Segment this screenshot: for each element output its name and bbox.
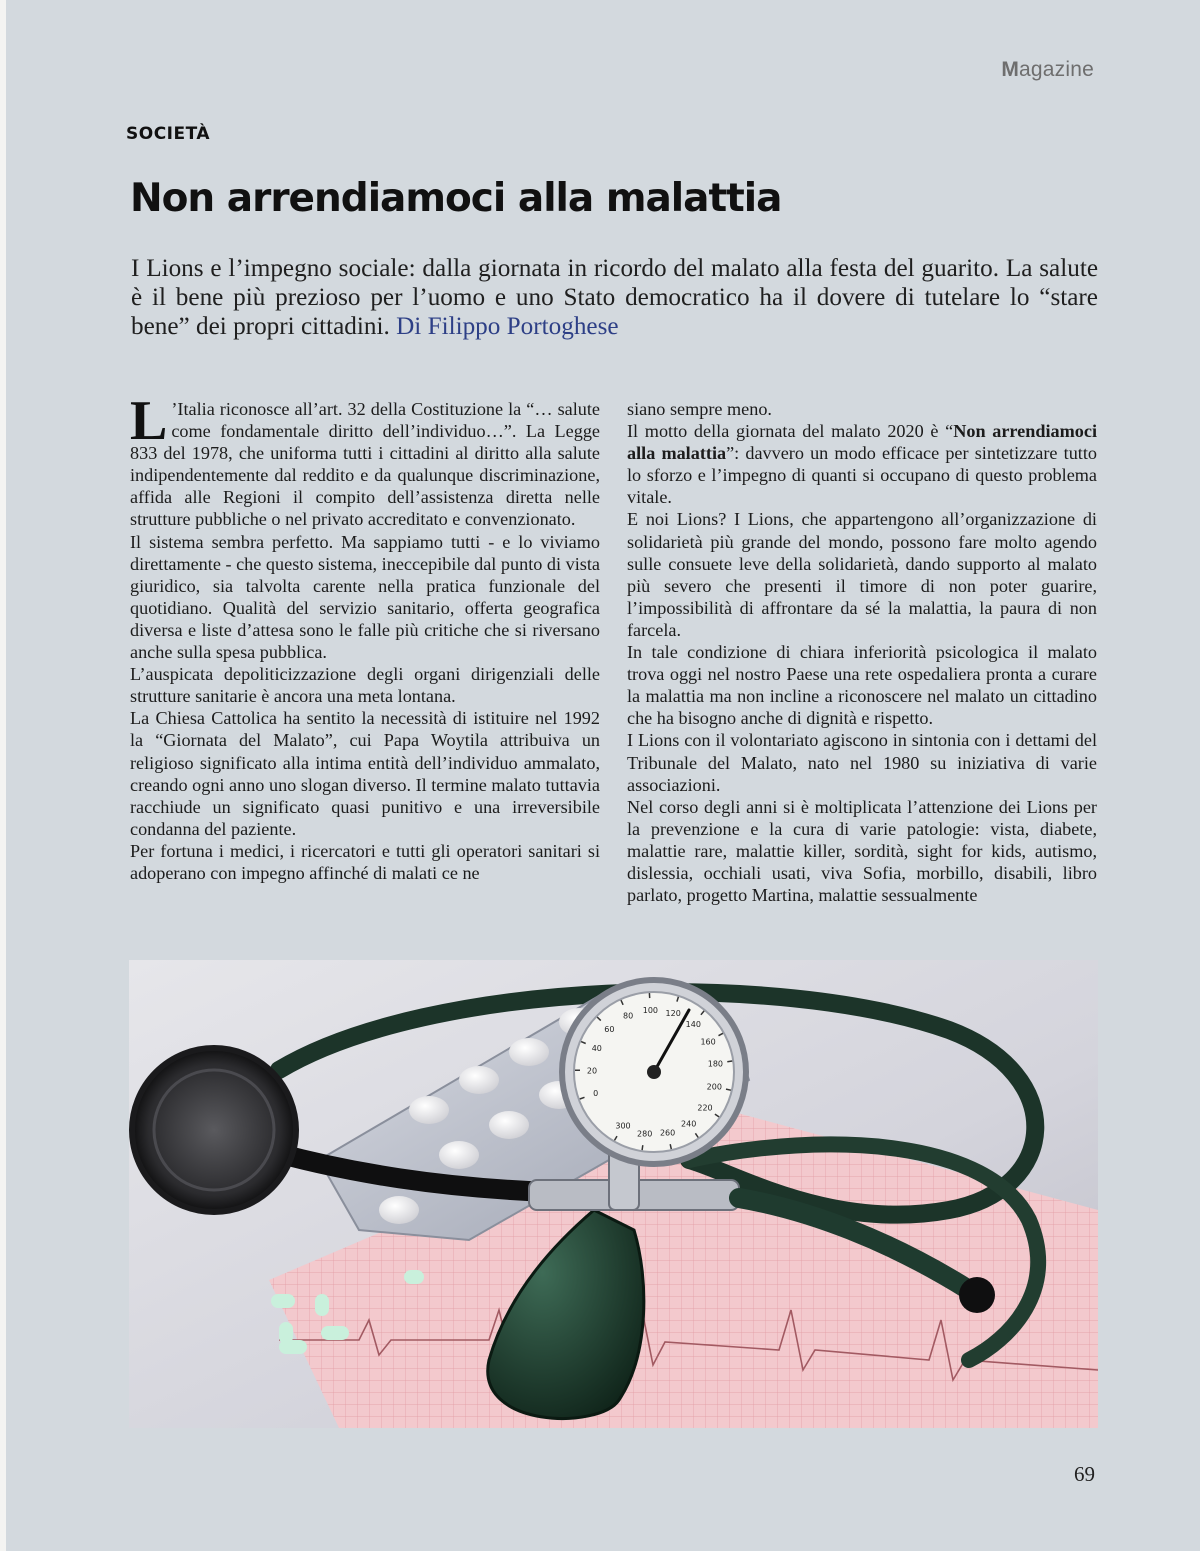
gauge-tick-label: 240 <box>681 1119 697 1129</box>
gauge-tick-label: 60 <box>604 1024 615 1034</box>
magazine-header-initial: M <box>1001 58 1020 81</box>
paragraph-1-text: ’Italia riconosce all’art. 32 della Costituzione la “… salute come fondamentale diritto dell’individuo…”. La Legge 833 del 1978, che uniforma tutti i cittadini al diritto alla salute indipendentemente dal reddito e da qualunque discriminazione, affida alle Regioni il compito dell’assistenza diretta nelle strutture pubbliche o nel privato accreditato e convenzionato. <box>130 399 600 530</box>
paragraph-1 <box>130 390 600 531</box>
column-right <box>627 398 1097 906</box>
gauge-tick-mark <box>727 1061 732 1062</box>
gauge-tick-label: 80 <box>623 1011 634 1021</box>
gauge-tick-label: 0 <box>593 1089 599 1099</box>
pill <box>409 1096 449 1124</box>
pill <box>439 1141 479 1169</box>
pill <box>489 1111 529 1139</box>
section-label: SOCIETÀ <box>126 124 211 144</box>
article-title: Non arrendiamoci alla malattia <box>130 176 782 221</box>
paragraph-2: Il sistema sembra perfetto. Ma sappiamo tutti - e lo viviamo direttamente - che questo sistema, ineccepibile dal punto di vista giuridico, sia talvolta carente nella pratica funzionale del quotidiano. Qualità del servizio sanitario, offerta geografica diversa e liste d’attesa sono le falle più critiche che si riversano anche sulla spesa pubblica. <box>130 531 600 663</box>
motto: Non arrendiamoci alla malattia <box>627 421 1097 464</box>
pill <box>459 1066 499 1094</box>
gauge-tick-label: 20 <box>586 1066 598 1076</box>
loose-pill <box>404 1270 424 1284</box>
column-left <box>130 390 600 884</box>
tubing-end <box>959 1277 995 1313</box>
page-edge <box>0 0 6 1551</box>
paragraph-7-end: ”: davvero un modo efficace per sintetizzare tutto lo sforzo e l’impegno di quanti si occupano di questo problema vitale. <box>627 443 1097 508</box>
gauge-tick-label: 120 <box>665 1009 681 1018</box>
gauge-tick-label: 280 <box>637 1129 653 1139</box>
gauge-tick-label: 180 <box>707 1059 724 1069</box>
gauge-tick-label: 220 <box>697 1103 713 1113</box>
paragraph-11: Nel corso degli anni si è moltiplicata l’attenzione dei Lions per la prevenzione e la cura di varie patologie: vista, diabete, malattie rare, malattie killer, sordità, sight for kids, autismo, dislessia, occhiali usati, viva Sofia, morbillo, disabili, libro parlato, progetto Martina, malattie sessualmente <box>627 796 1097 906</box>
paragraph-8: E noi Lions? I Lions, che appartengono all’organizzazione di solidarietà più grande del mondo, possono fare molto agendo sulle consuete leve della solidarietà, dando supporto al malato più severo che presenti il timore di non poter guarire, l’impossibilità di affrontare da sé la malattia, la paura di non farcela. <box>627 509 1097 640</box>
gauge-tick-label: 300 <box>615 1121 631 1131</box>
pill <box>379 1196 419 1224</box>
drop-cap: L <box>130 390 168 452</box>
paragraph-4: La Chiesa Cattolica ha sentito la necessità di istituire nel 1992 la “Giornata del Malato”, cui Papa Woytila attribuiva un religioso significato alla intima entità dell’individuo ammalato, creando ogni anno uno slogan diverso. Il termine malato tuttavia racchiude un significato quasi punitivo e una irreversibile condanna del paziente. <box>130 708 600 839</box>
stethoscope-chestpiece <box>132 1048 296 1212</box>
magazine-header <box>1001 58 1094 82</box>
stethoscope-sphygmomanometer-photo <box>129 960 1098 1428</box>
paragraph-10: I Lions con il volontariato agiscono in sintonia con i dettami del Tribunale del Malato, nato nel 1980 su iniziativa di varie associazioni. <box>627 730 1097 795</box>
paragraph-7-start: Il motto della giornata del malato 2020 è “ <box>627 421 954 442</box>
page-number: 69 <box>1074 1462 1095 1486</box>
gauge-tick-label: 160 <box>700 1037 716 1047</box>
byline: Di Filippo Portoghese <box>396 313 619 340</box>
paragraph-6: siano sempre meno. <box>627 399 772 419</box>
paragraph-9: In tale condizione di chiara inferiorità psicologica il malato trova oggi nel nostro Paese una rete ospedaliera pronta a curare la malattia ma non incline a riconoscere nel malato un cittadino che ha bisogno anche di dignità e rispetto. <box>627 642 1097 729</box>
pill <box>509 1038 549 1066</box>
loose-pill <box>279 1340 307 1354</box>
gauge-tick-label: 40 <box>591 1044 602 1054</box>
paragraph-7 <box>627 420 1097 508</box>
gauge-hub <box>647 1065 661 1079</box>
gauge-tick-label: 100 <box>642 1006 659 1016</box>
lead-text: I Lions e l’impegno sociale: dalla giornata in ricordo del malato alla festa del guarito. La salute è il bene più prezioso per l’uomo e uno Stato democratico ha il dovere di tutelare lo “stare bene” dei propri cittadini. <box>131 255 1098 340</box>
gauge-tick-mark <box>642 1145 643 1150</box>
loose-pill <box>321 1326 349 1340</box>
loose-pill <box>271 1294 295 1308</box>
gauge-tick-label: 260 <box>659 1128 676 1138</box>
gauge-tick-label: 140 <box>685 1020 701 1029</box>
paragraph-3: L’auspicata depoliticizzazione degli organi dirigenziali delle strutture sanitarie è ancora una meta lontana. <box>130 664 600 707</box>
loose-pill <box>315 1294 329 1316</box>
paragraph-5: Per fortuna i medici, i ricercatori e tutti gli operatori sanitari si adoperano con impegno affinché di malati ce ne <box>130 840 600 883</box>
magazine-header-rest: agazine <box>1019 58 1094 81</box>
article-lead <box>131 254 1098 341</box>
gauge-tick-label: 200 <box>706 1082 722 1092</box>
